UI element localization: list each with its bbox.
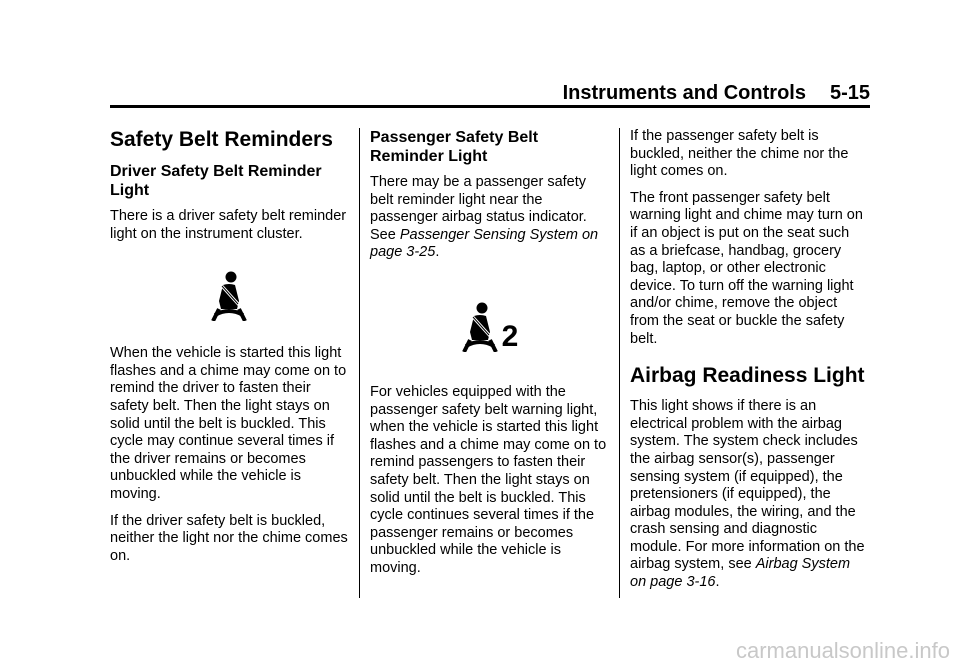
- paragraph: There may be a passenger safety belt reminder light near the passenger airbag status indicator. See Passenger Sensing System on page 3-25.: [370, 174, 599, 261]
- seatbelt-reminder-icon: [209, 271, 249, 321]
- section-title: Instruments and Controls: [562, 82, 806, 104]
- paragraph-text: There may be a passenger safety belt reminder light near the passenger airbag status indicator.: [370, 174, 587, 226]
- column-1: [110, 128, 348, 574]
- cross-reference: Passenger Sensing System on page 3-25: [370, 226, 599, 261]
- paragraph: When the vehicle is started this light flashes and a chime may come on to remind the driver to fasten their safety belt. Then the light stays on solid until the belt is buckled. This cycle may continue several times if the driver remains or becomes unbuckled while the vehicle is moving.: [110, 345, 347, 502]
- paragraph: This light shows if there is an electrical problem with the airbag system. The system check includes the airbag sensor(s), passenger sensing system (if equipped), the pretensioners (if equipped), the airbag modules, the wiring, and the crash sensing and diagnostic module. For more information on the airbag system, see Airbag System on page 3-16.: [630, 398, 865, 591]
- watermark: carmanualsonline.info: [735, 638, 950, 663]
- paragraph: If the driver safety belt is buckled, neither the light nor the chime comes on.: [110, 512, 348, 564]
- paragraph: If the passenger safety belt is buckled, neither the chime nor the light comes on.: [630, 128, 849, 180]
- page-number: 5-15: [829, 82, 870, 104]
- section-heading: Airbag Readiness Light: [630, 364, 865, 388]
- cross-reference: Airbag System on page 3-16: [630, 556, 851, 591]
- icon-container: [110, 271, 348, 321]
- section-heading: Safety Belt Reminders: [110, 128, 333, 151]
- column-3: [630, 128, 868, 601]
- paragraph: For vehicles equipped with the passenger safety belt warning light, when the vehicle is started this light flashes and a chime may come on to remind passengers to fasten their safety belt. Then the light stays on solid until the belt is buckled. This cycle continues several times if the passenger remains or becomes unbuckled while the vehicle is moving.: [370, 383, 607, 576]
- column-divider: [619, 128, 620, 598]
- passenger-seat-number: 2: [501, 319, 519, 353]
- passenger-seatbelt-reminder-icon: [460, 302, 500, 352]
- paragraph-text: This light shows if there is an electrical problem with the airbag system. The system check includes the airbag sensor(s), passenger sensing system (if equipped), the pretensioners (if equipped), the airbag modules, the wiring, and the crash sensing and diagnostic module. For more information on the airbag system, see: [630, 398, 865, 573]
- subsection-heading: Passenger Safety Belt Reminder Light: [370, 129, 539, 165]
- column-2: [370, 128, 608, 587]
- paragraph: The front passenger safety belt warning light and chime may turn on if an object is put on the seat such as a briefcase, handbag, grocery bag, laptop, or other electronic device. To turn off the warning light and/or chime, remove the object from the seat or buckle the safety belt.: [630, 189, 863, 347]
- paragraph: There is a driver safety belt reminder light on the instrument cluster.: [110, 208, 347, 242]
- page-header: [563, 82, 870, 105]
- header-rule: [110, 105, 870, 108]
- see-text: See: [370, 226, 396, 243]
- icon-container: [370, 302, 608, 352]
- subsection-heading: Driver Safety Belt Reminder Light: [110, 163, 322, 199]
- column-divider: [359, 128, 360, 598]
